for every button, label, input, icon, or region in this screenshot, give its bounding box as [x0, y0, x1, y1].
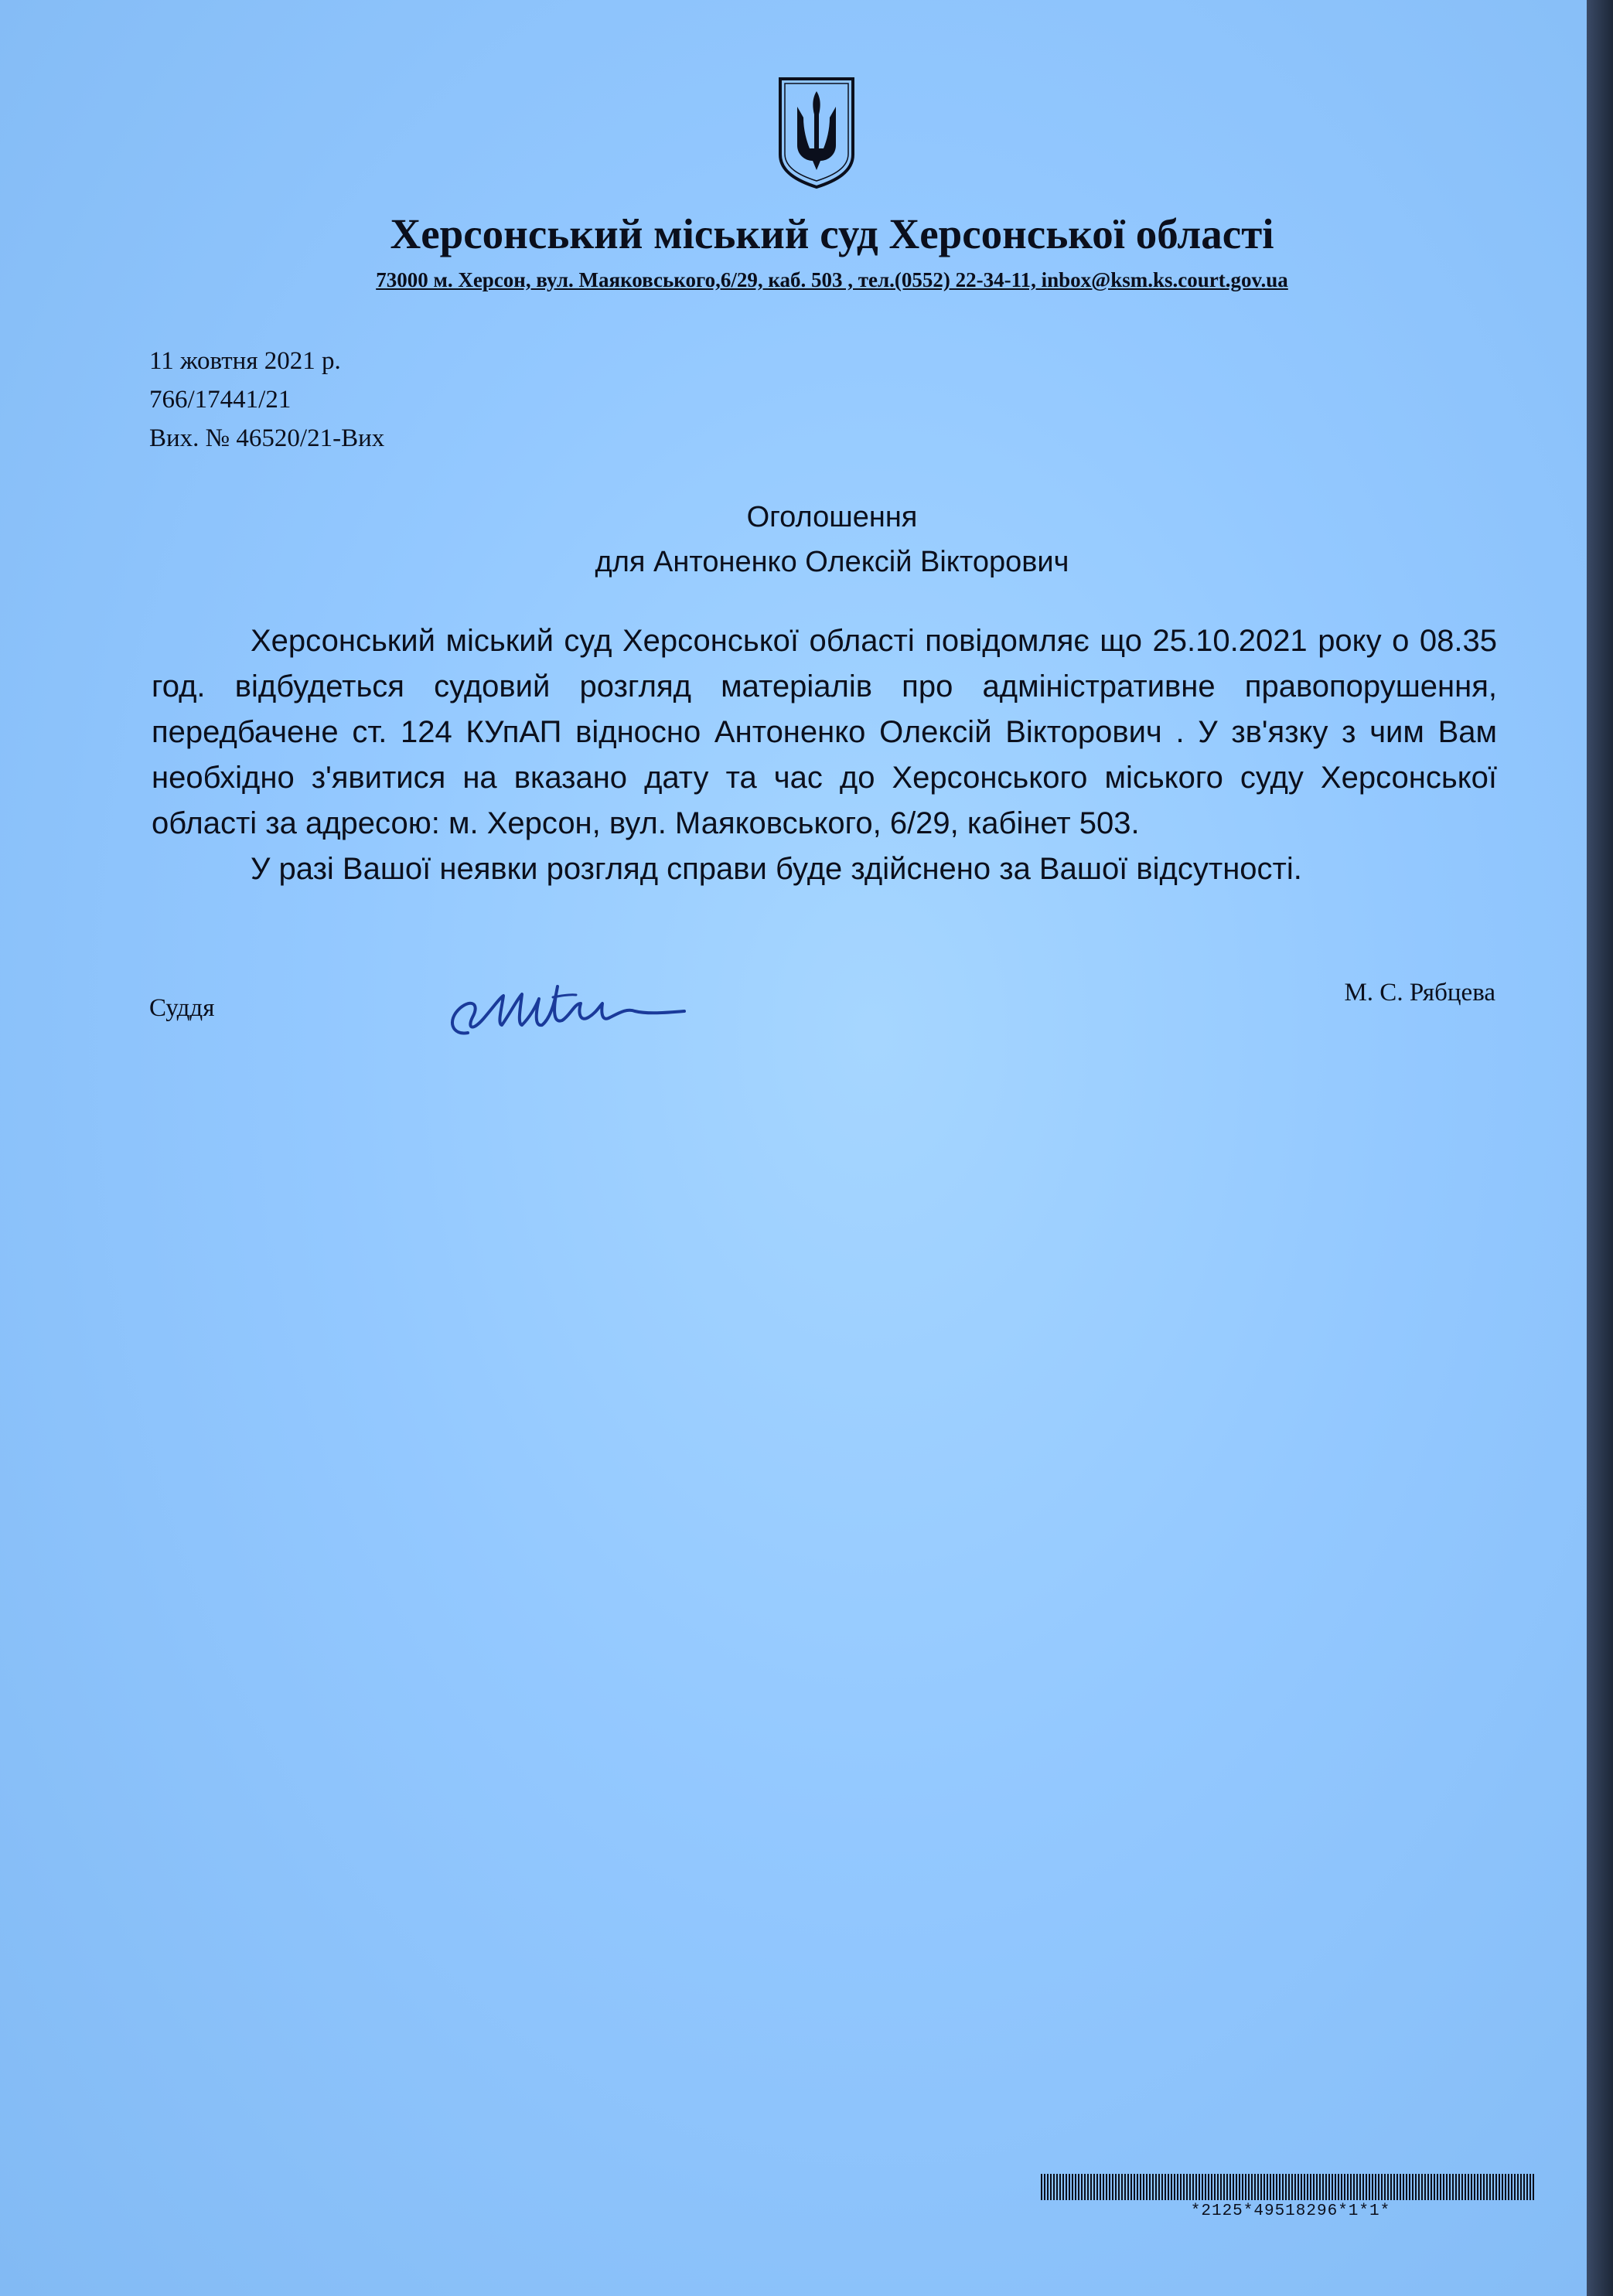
document-date: 11 жовтня 2021 р.	[149, 347, 341, 375]
page-edge-shadow	[1587, 0, 1613, 2296]
notice-recipient: для Антоненко Олексій Вікторович	[595, 546, 1069, 578]
judge-role-label: Суддя	[149, 994, 215, 1022]
handwritten-signature	[437, 952, 700, 1053]
body-paragraph-2: У разі Вашої неявки розгляд справи буде здійснено за Вашої відсутності.	[251, 852, 1302, 886]
judge-name: М. С. Рябцева	[1344, 979, 1495, 1007]
barcode	[1041, 2174, 1540, 2200]
body-paragraph-1: Херсонський міський суд Херсонської області повідомляє що 25.10.2021 року о 08.35 год. відбудеться судовий розгляд матеріалів про адміністративне правопорушення, передбачене ст. 124 КУпАП відносно Антоненко Олексій Вікторович . У зв'язку з чим Вам необхідно з'явитися на вказано дату та час до Херсонського міського суду Херсонської області за адресою: м. Херсон, вул. Маяковського, 6/29, кабінет 503.	[152, 624, 1497, 840]
coat-of-arms-icon	[776, 74, 858, 189]
barcode-text: *2125*49518296*1*1*	[1190, 2202, 1391, 2220]
case-number: 766/17441/21	[149, 386, 292, 414]
notice-body	[152, 618, 1497, 892]
court-name: Херсонський міський суд Херсонської області	[390, 210, 1274, 257]
court-address: 73000 м. Херсон, вул. Маяковського,6/29, каб. 503 , тел.(0552) 22-34-11, inbox@ksm.ks.court.gov.ua	[376, 268, 1288, 291]
outgoing-number: Вих. № 46520/21-Вих	[149, 424, 385, 452]
document-meta	[149, 342, 384, 458]
notice-title: Оголошення	[746, 501, 918, 533]
notice-heading	[0, 495, 1613, 584]
